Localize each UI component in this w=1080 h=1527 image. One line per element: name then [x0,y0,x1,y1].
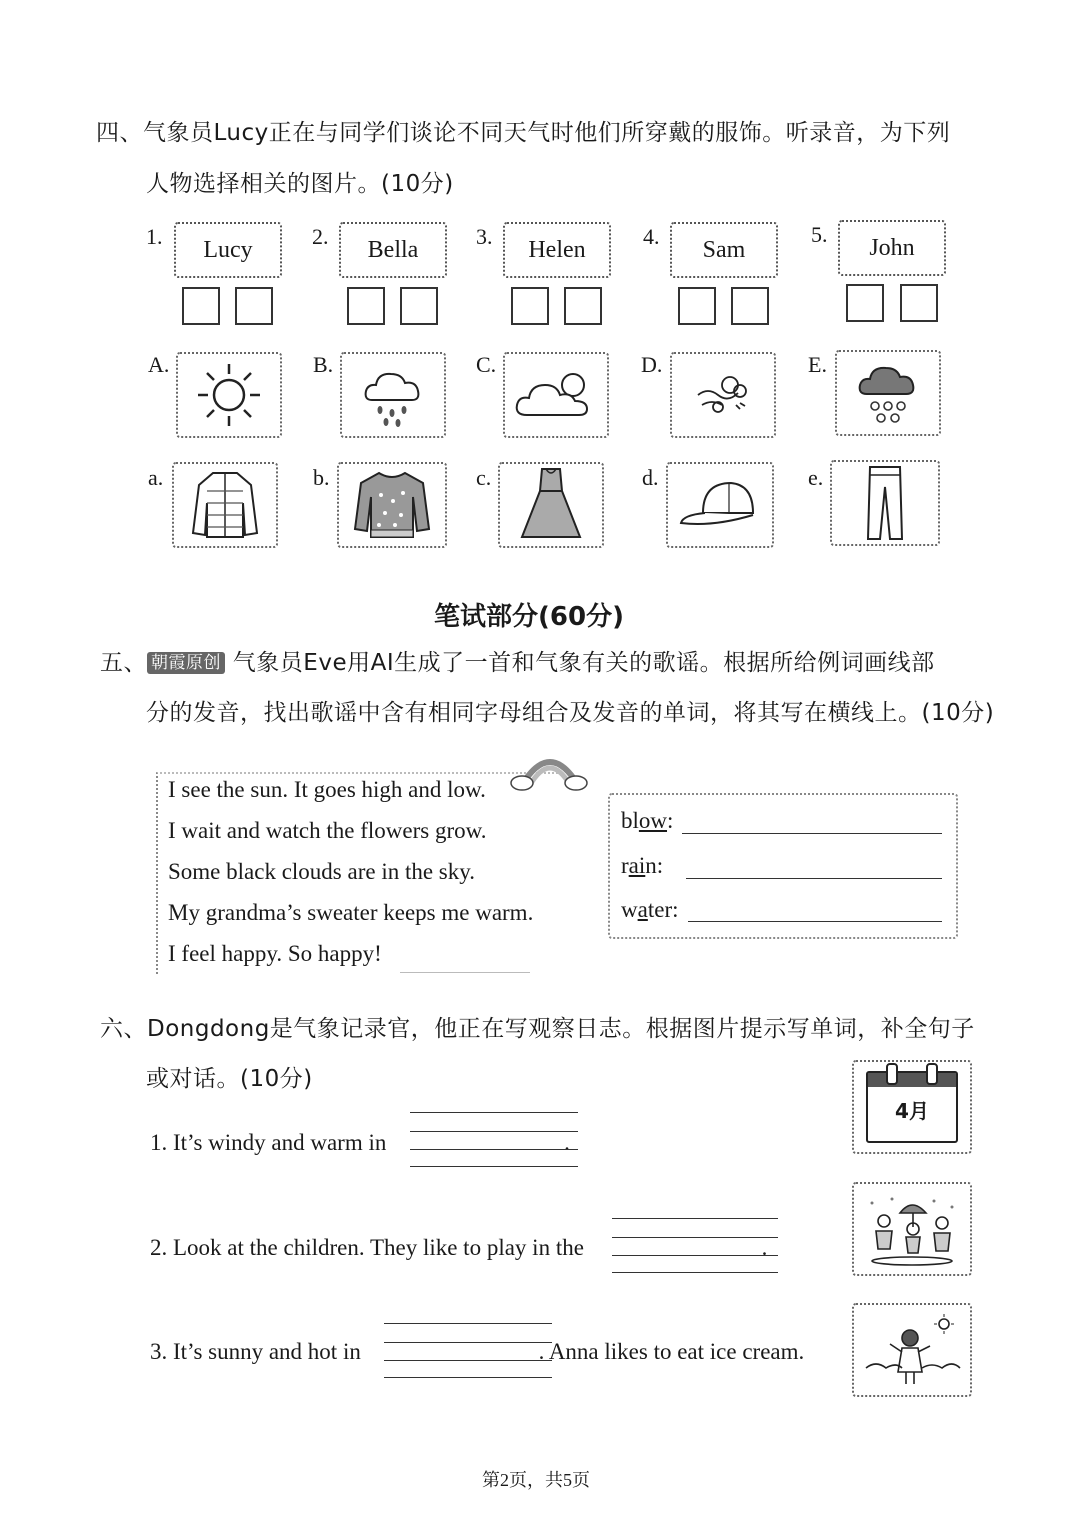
person-name-box: Bella [339,222,447,278]
poem-line: I feel happy. So happy! [168,941,382,966]
pants-icon [830,460,940,546]
answer-box[interactable] [182,287,220,325]
answer-box[interactable] [678,287,716,325]
cloudy-icon [503,352,609,438]
person-number: 4. [643,224,660,249]
writing-line[interactable] [612,1255,778,1256]
sentence-2: 2. Look at the children. They like to play in the . [150,1235,768,1260]
answer-line[interactable] [686,878,942,879]
poem-line: My grandma’s sweater keeps me warm. [168,900,534,925]
example-word-rain: rain: [621,853,664,878]
option-letter: a. [148,465,164,490]
writing-line [612,1237,778,1238]
calendar-label: 4月 [895,1099,929,1123]
page-footer: 第2页，共5页 [482,1470,590,1490]
original-tag: 朝霞原创 [147,652,225,674]
section5-title-rest: 气象员Eve用AI生成了一首和气象有关的歌谣。根据所给例词画线部 [225,650,935,676]
writing-line [384,1323,552,1324]
answer-box[interactable] [900,284,938,322]
section6-title-line1: 六、Dongdong是气象记录官，他正在写观察日志。根据图片提示写单词，补全句子 [100,1016,975,1042]
option-letter: E. [808,352,827,377]
writing-line[interactable] [410,1149,578,1150]
example-word-blow: blow: [621,808,674,833]
person-number: 3. [476,224,493,249]
answer-box[interactable] [235,287,273,325]
section6-title-line2: 或对话。(10分) [146,1066,313,1092]
answer-box[interactable] [347,287,385,325]
girl-summer-picture [852,1303,972,1397]
person-name-box: Lucy [174,222,282,278]
section4-title-line1: 四、气象员Lucy正在与同学们谈论不同天气时他们所穿戴的服饰。听录音，为下列 [96,120,951,146]
rainbow-icon [510,745,590,799]
calendar-icon [866,1071,958,1143]
person-number: 1. [146,224,163,249]
poem-line: I wait and watch the flowers grow. [168,818,487,843]
option-letter: e. [808,465,824,490]
snow-cloud-icon [835,350,941,436]
windy-icon [670,352,776,438]
poem-line: Some black clouds are in the sky. [168,859,476,884]
option-letter: B. [313,352,334,377]
option-letter: D. [641,352,663,377]
written-part-title: 笔试部分(60分) [434,602,624,632]
dress-icon [498,462,604,548]
answer-box[interactable] [731,287,769,325]
jacket-icon [172,462,278,548]
writing-line [410,1166,578,1167]
person-name-box: Sam [670,222,778,278]
sun-icon [176,352,282,438]
section5-prefix: 五、 [100,650,147,676]
section5-title-line2: 分的发音，找出歌谣中含有相同字母组合及发音的单词，将其写在横线上。(10分) [146,700,995,726]
children-rain-picture [852,1182,972,1276]
writing-line [410,1112,578,1113]
sentence-3: 3. It’s sunny and hot in . Anna likes to eat ice cream. [150,1339,805,1364]
option-letter: A. [148,352,170,377]
person-name-box: Helen [503,222,611,278]
writing-line[interactable] [384,1360,552,1361]
person-name-box: John [838,220,946,276]
option-letter: c. [476,465,492,490]
poem-line: I see the sun. It goes high and low. [168,777,486,802]
section4-title-line2: 人物选择相关的图片。(10分) [146,171,454,197]
answer-box[interactable] [846,284,884,322]
writing-line [612,1218,778,1219]
example-word-water: water: [621,897,679,922]
option-letter: C. [476,352,497,377]
cap-icon [666,462,774,548]
person-number: 2. [312,224,329,249]
poem-box-bottom [400,972,530,973]
writing-line [612,1272,778,1273]
writing-line [410,1131,578,1132]
answer-box[interactable] [511,287,549,325]
writing-line [384,1342,552,1343]
option-letter: d. [642,465,659,490]
person-number: 5. [811,222,828,247]
calendar-picture [852,1060,972,1154]
answer-line[interactable] [682,833,942,834]
option-letter: b. [313,465,330,490]
sweater-icon [337,462,447,548]
sentence-1: 1. It’s windy and warm in . [150,1130,570,1155]
section5-title-line1 [100,650,935,678]
answer-box[interactable] [564,287,602,325]
rain-cloud-icon [340,352,446,438]
writing-line [384,1377,552,1378]
answer-box[interactable] [400,287,438,325]
answer-line[interactable] [688,921,942,922]
